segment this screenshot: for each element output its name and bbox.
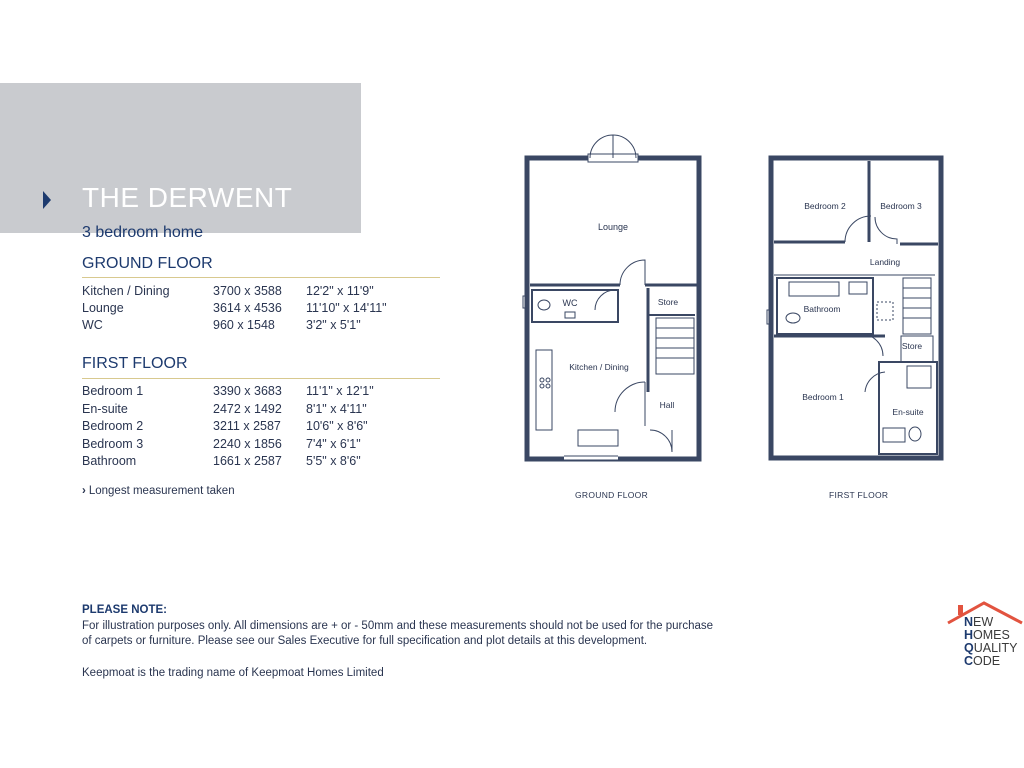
room-metric: 3700 x 3588 <box>213 284 282 298</box>
room-metric: 1661 x 2587 <box>213 454 282 468</box>
trading-name-note: Keepmoat is the trading name of Keepmoat Homes Limited <box>82 667 384 679</box>
longest-note-text: Longest measurement taken <box>88 485 235 497</box>
room-metric: 960 x 1548 <box>213 318 275 332</box>
first-floor-rule <box>82 378 440 379</box>
logo-line-4: CODE <box>964 654 1001 668</box>
room-imperial: 10'6" x 8'6" <box>306 419 368 433</box>
plan-label-store: Store <box>901 341 923 351</box>
room-name: Bedroom 2 <box>82 419 144 433</box>
room-imperial: 11'1" x 12'1" <box>306 384 374 398</box>
logo-line-3: QUALITY <box>964 641 1018 655</box>
room-name: Lounge <box>82 301 124 315</box>
room-name: En-suite <box>82 402 128 416</box>
first-floor-caption: FIRST FLOOR <box>829 490 889 500</box>
room-name: Bedroom 3 <box>82 437 144 451</box>
room-metric: 2472 x 1492 <box>213 402 282 416</box>
room-imperial: 8'1" x 4'11" <box>306 402 367 416</box>
room-imperial: 7'4" x 6'1" <box>306 437 361 451</box>
room-name: Kitchen / Dining <box>82 284 170 298</box>
ground-floor-plan <box>520 130 705 465</box>
plan-label-bedroom1: Bedroom 1 <box>802 392 844 402</box>
first-floor-heading: FIRST FLOOR <box>82 355 188 372</box>
room-imperial: 11'10" x 14'11" <box>306 301 387 315</box>
ground-floor-caption: GROUND FLOOR <box>575 490 649 500</box>
plan-label-hall: Hall <box>659 400 675 410</box>
first-floor-plan <box>765 152 945 464</box>
room-name: Bathroom <box>82 454 137 468</box>
room-metric: 2240 x 1856 <box>213 437 282 451</box>
plan-label-bedroom3: Bedroom 3 <box>880 201 922 211</box>
chevron-right-icon: › <box>82 485 86 497</box>
plan-label-ensuite: En-suite <box>892 407 924 417</box>
room-imperial: 5'5" x 8'6" <box>306 454 361 468</box>
longest-measurement-note <box>82 485 235 497</box>
page-title: THE DERWENT <box>82 182 293 213</box>
plan-label-landing: Landing <box>869 257 901 267</box>
plan-label-bathroom: Bathroom <box>803 304 841 314</box>
room-name: Bedroom 1 <box>82 384 144 398</box>
room-imperial: 3'2" x 5'1" <box>306 318 361 332</box>
room-imperial: 12'2" x 11'9" <box>306 284 374 298</box>
page-subtitle: 3 bedroom home <box>82 224 203 241</box>
plan-label-bedroom2: Bedroom 2 <box>804 201 846 211</box>
logo-line-2: HOMES <box>964 628 1010 642</box>
please-note-heading: PLEASE NOTE: <box>82 604 167 616</box>
chevron-right-icon <box>43 191 51 209</box>
ground-floor-rule <box>82 277 440 278</box>
header-banner <box>0 83 361 241</box>
room-metric: 3614 x 4536 <box>213 301 282 315</box>
ground-floor-heading: GROUND FLOOR <box>82 255 213 272</box>
please-note-line-1: For illustration purposes only. All dimensions are + or - 50mm and these measurements should not be used for the purchase <box>82 620 714 632</box>
room-name: WC <box>82 318 103 332</box>
logo-line-1: NEW <box>964 615 994 629</box>
plan-label-lounge: Lounge <box>597 222 629 232</box>
room-metric: 3390 x 3683 <box>213 384 282 398</box>
plan-label-wc: WC <box>562 298 578 308</box>
please-note-line-2: of carpets or furniture. Please see our Sales Executive for full specification and plot details at this development. <box>82 635 648 647</box>
room-metric: 3211 x 2587 <box>213 419 281 433</box>
plan-label-store: Store <box>657 297 679 307</box>
plan-label-kitchen: Kitchen / Dining <box>569 362 629 372</box>
